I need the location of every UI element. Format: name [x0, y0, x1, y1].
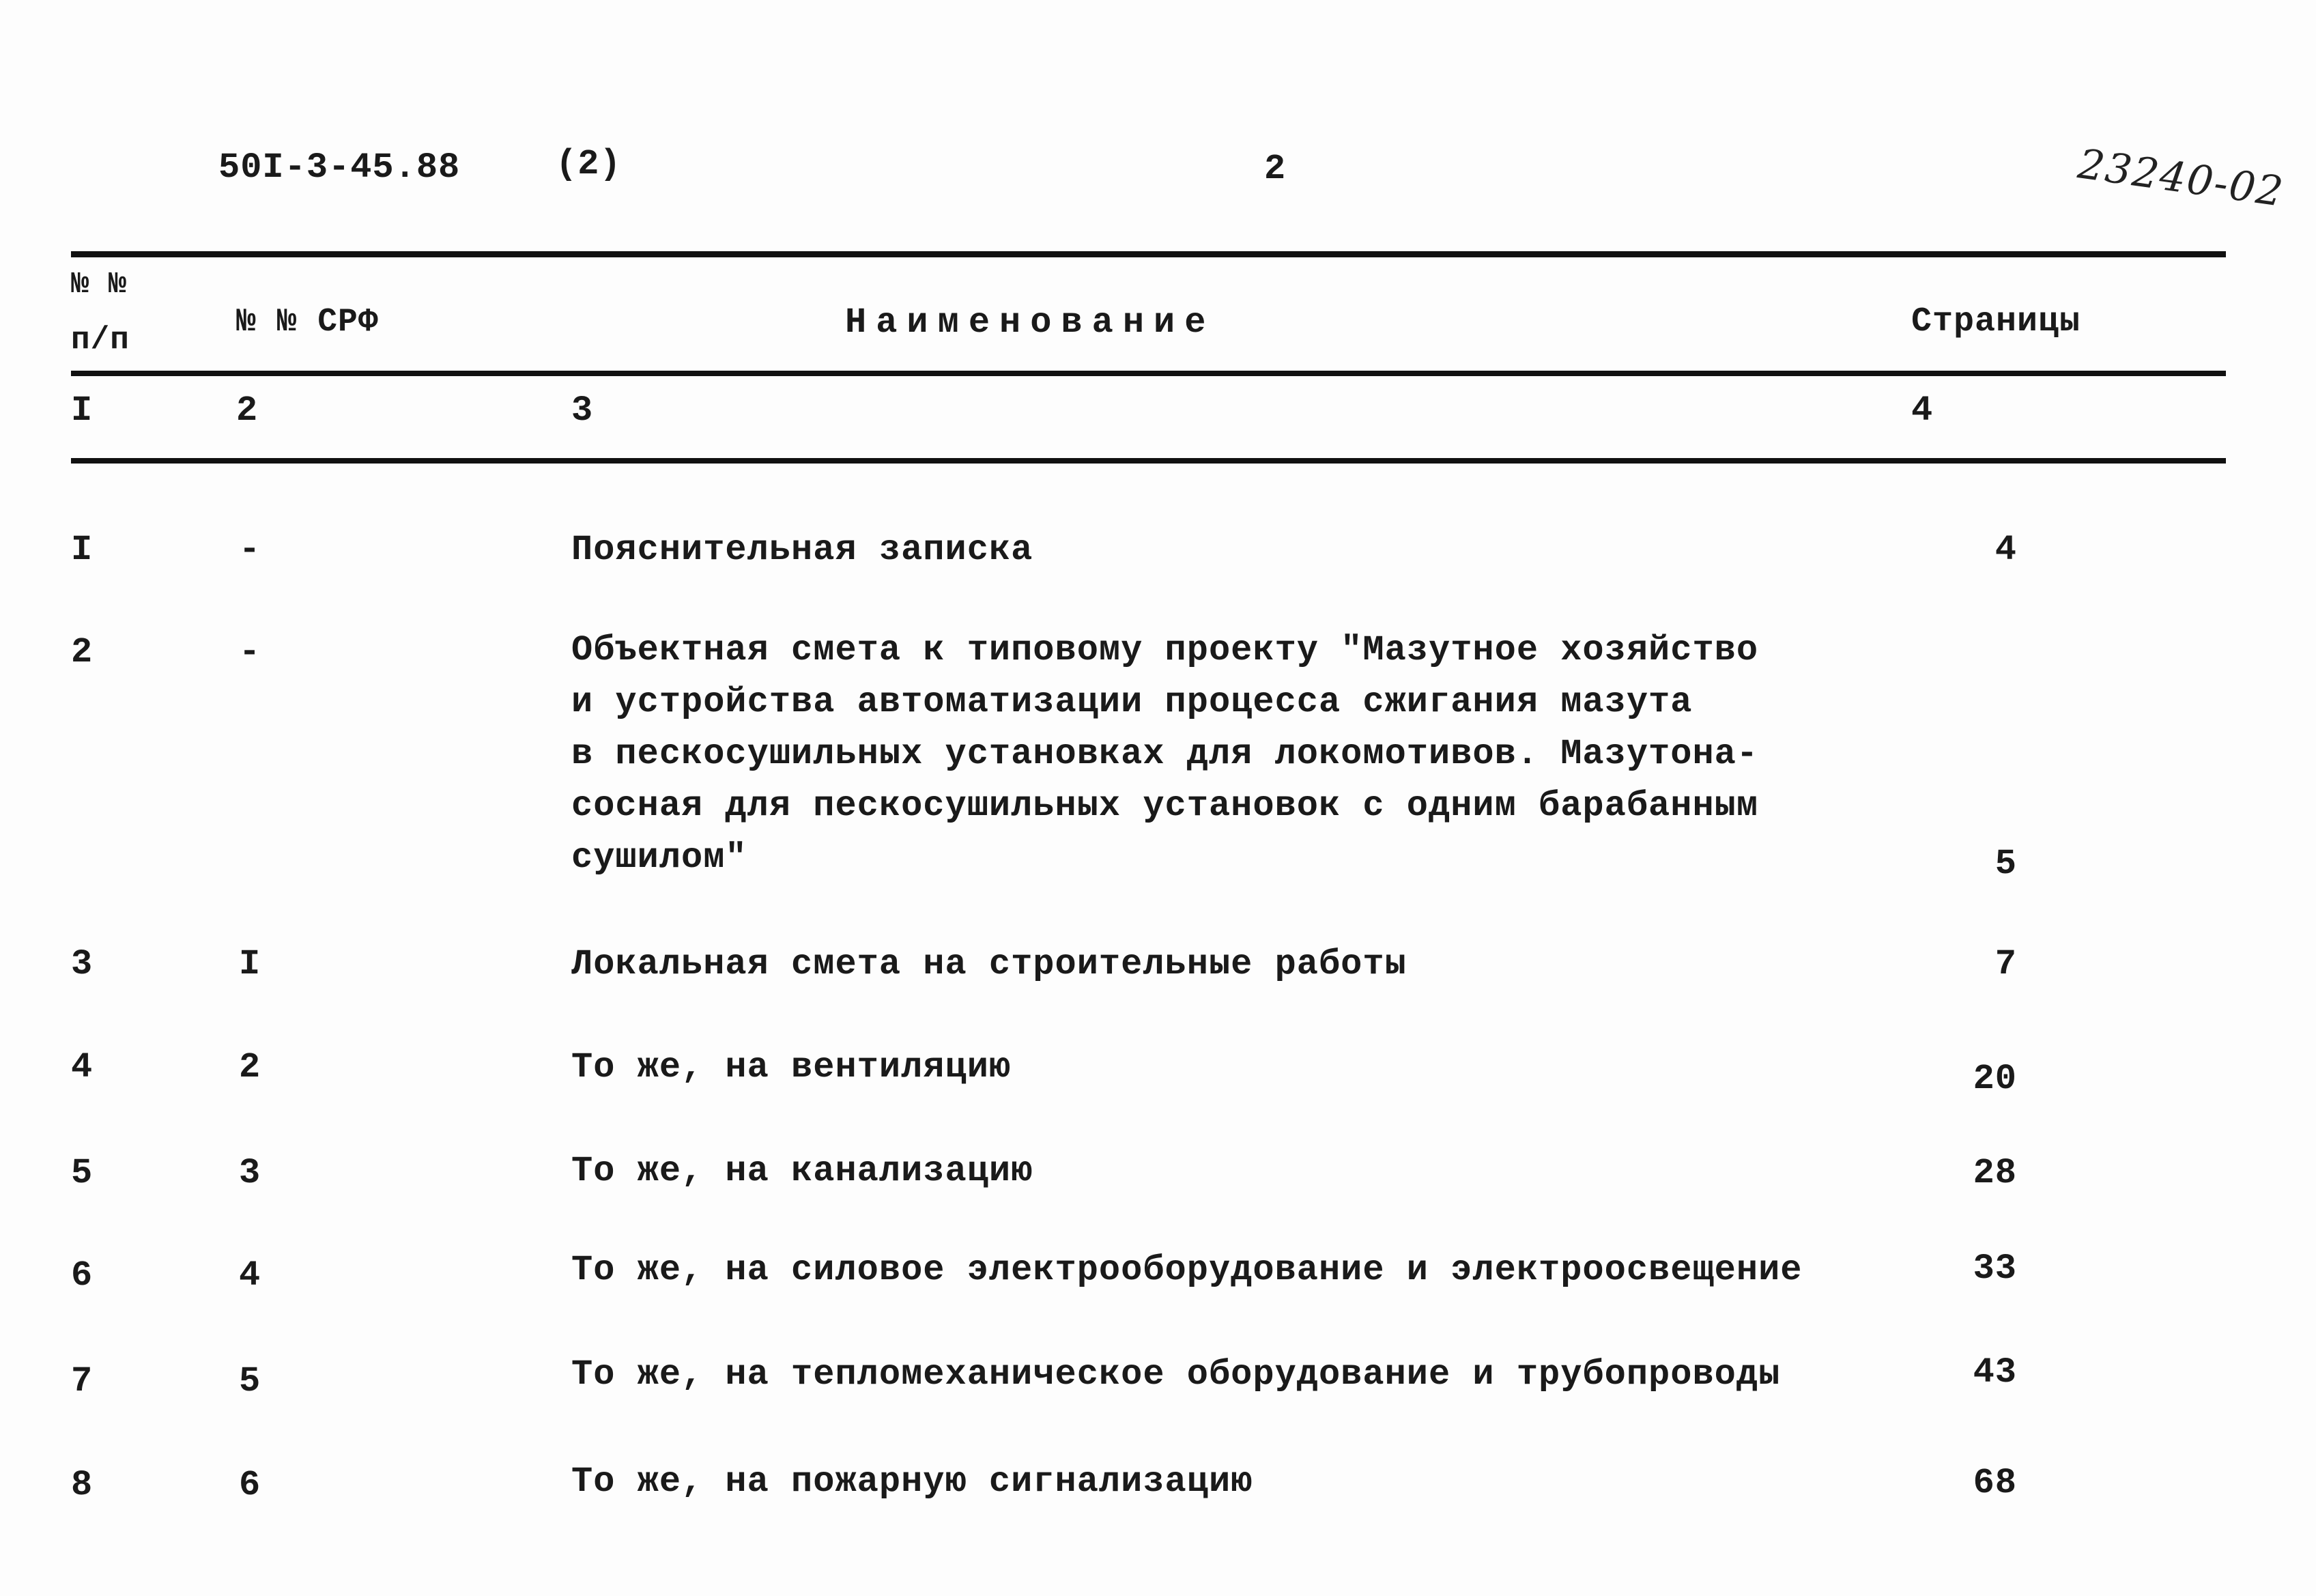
row-num: 7	[71, 1361, 94, 1401]
row-num: 2	[71, 632, 94, 672]
row-srf: 6	[239, 1465, 261, 1505]
row-srf: -	[239, 530, 261, 570]
header-srf: № № СРФ	[236, 304, 379, 341]
handwritten-code: 23240-02	[2075, 140, 2287, 216]
colnum-2: 2	[236, 390, 259, 431]
row-page: 4	[1995, 530, 2017, 570]
header-num-line1: № №	[71, 268, 128, 302]
row-num: 6	[71, 1255, 94, 1296]
row-page: 68	[1973, 1463, 2017, 1503]
row-srf: 3	[239, 1153, 261, 1193]
colnum-4: 4	[1911, 390, 1934, 431]
row-page: 33	[1973, 1249, 2017, 1289]
colnum-1: I	[71, 390, 94, 431]
column-numbers-rule	[71, 458, 2226, 464]
row-name: То же, на вентиляцию	[571, 1047, 1012, 1087]
header-name: Наименование	[845, 302, 1216, 343]
document-code: 50I-3-45.88	[218, 147, 461, 188]
row-num: 3	[71, 944, 94, 984]
header-pages: Страницы	[1911, 302, 2081, 341]
row-name: Локальная смета на строительные работы	[571, 944, 1407, 984]
header-num-line2: п/п	[71, 322, 130, 358]
row-name: То же, на силовое электрооборудование и электроосвещение	[571, 1250, 1803, 1290]
row-name: Пояснительная записка	[571, 530, 1033, 570]
table-top-rule	[71, 251, 2226, 257]
header-rule	[71, 371, 2226, 376]
row-num: 4	[71, 1047, 94, 1087]
row-page: 28	[1973, 1153, 2017, 1193]
row-num: 8	[71, 1465, 94, 1505]
row-num: 5	[71, 1153, 94, 1193]
row-page: 20	[1973, 1059, 2017, 1099]
row-page: 43	[1973, 1352, 2017, 1393]
row-srf: 2	[239, 1047, 261, 1087]
row-name: Объектная смета к типовому проекту "Мазутное хозяйство и устройства автоматизации процесса сжигания мазута в пескосушильных установках для локомотивов. Мазутона- сосная для пескосушильных установок с одним барабанным сушилом"	[571, 630, 1759, 878]
row-page: 5	[1995, 844, 2017, 884]
row-num: I	[71, 530, 94, 570]
row-page: 7	[1995, 944, 2017, 984]
sheet-mark: (2)	[556, 144, 622, 184]
colnum-3: 3	[571, 390, 594, 431]
row-name: То же, на тепломеханическое оборудование и трубопроводы	[571, 1354, 1781, 1395]
row-srf: -	[239, 632, 261, 672]
row-name: То же, на канализацию	[571, 1151, 1033, 1191]
row-name: То же, на пожарную сигнализацию	[571, 1462, 1253, 1502]
row-srf: 5	[239, 1361, 261, 1401]
page-number: 2	[1264, 149, 1287, 189]
row-srf: 4	[239, 1255, 261, 1296]
row-srf: I	[239, 944, 261, 984]
